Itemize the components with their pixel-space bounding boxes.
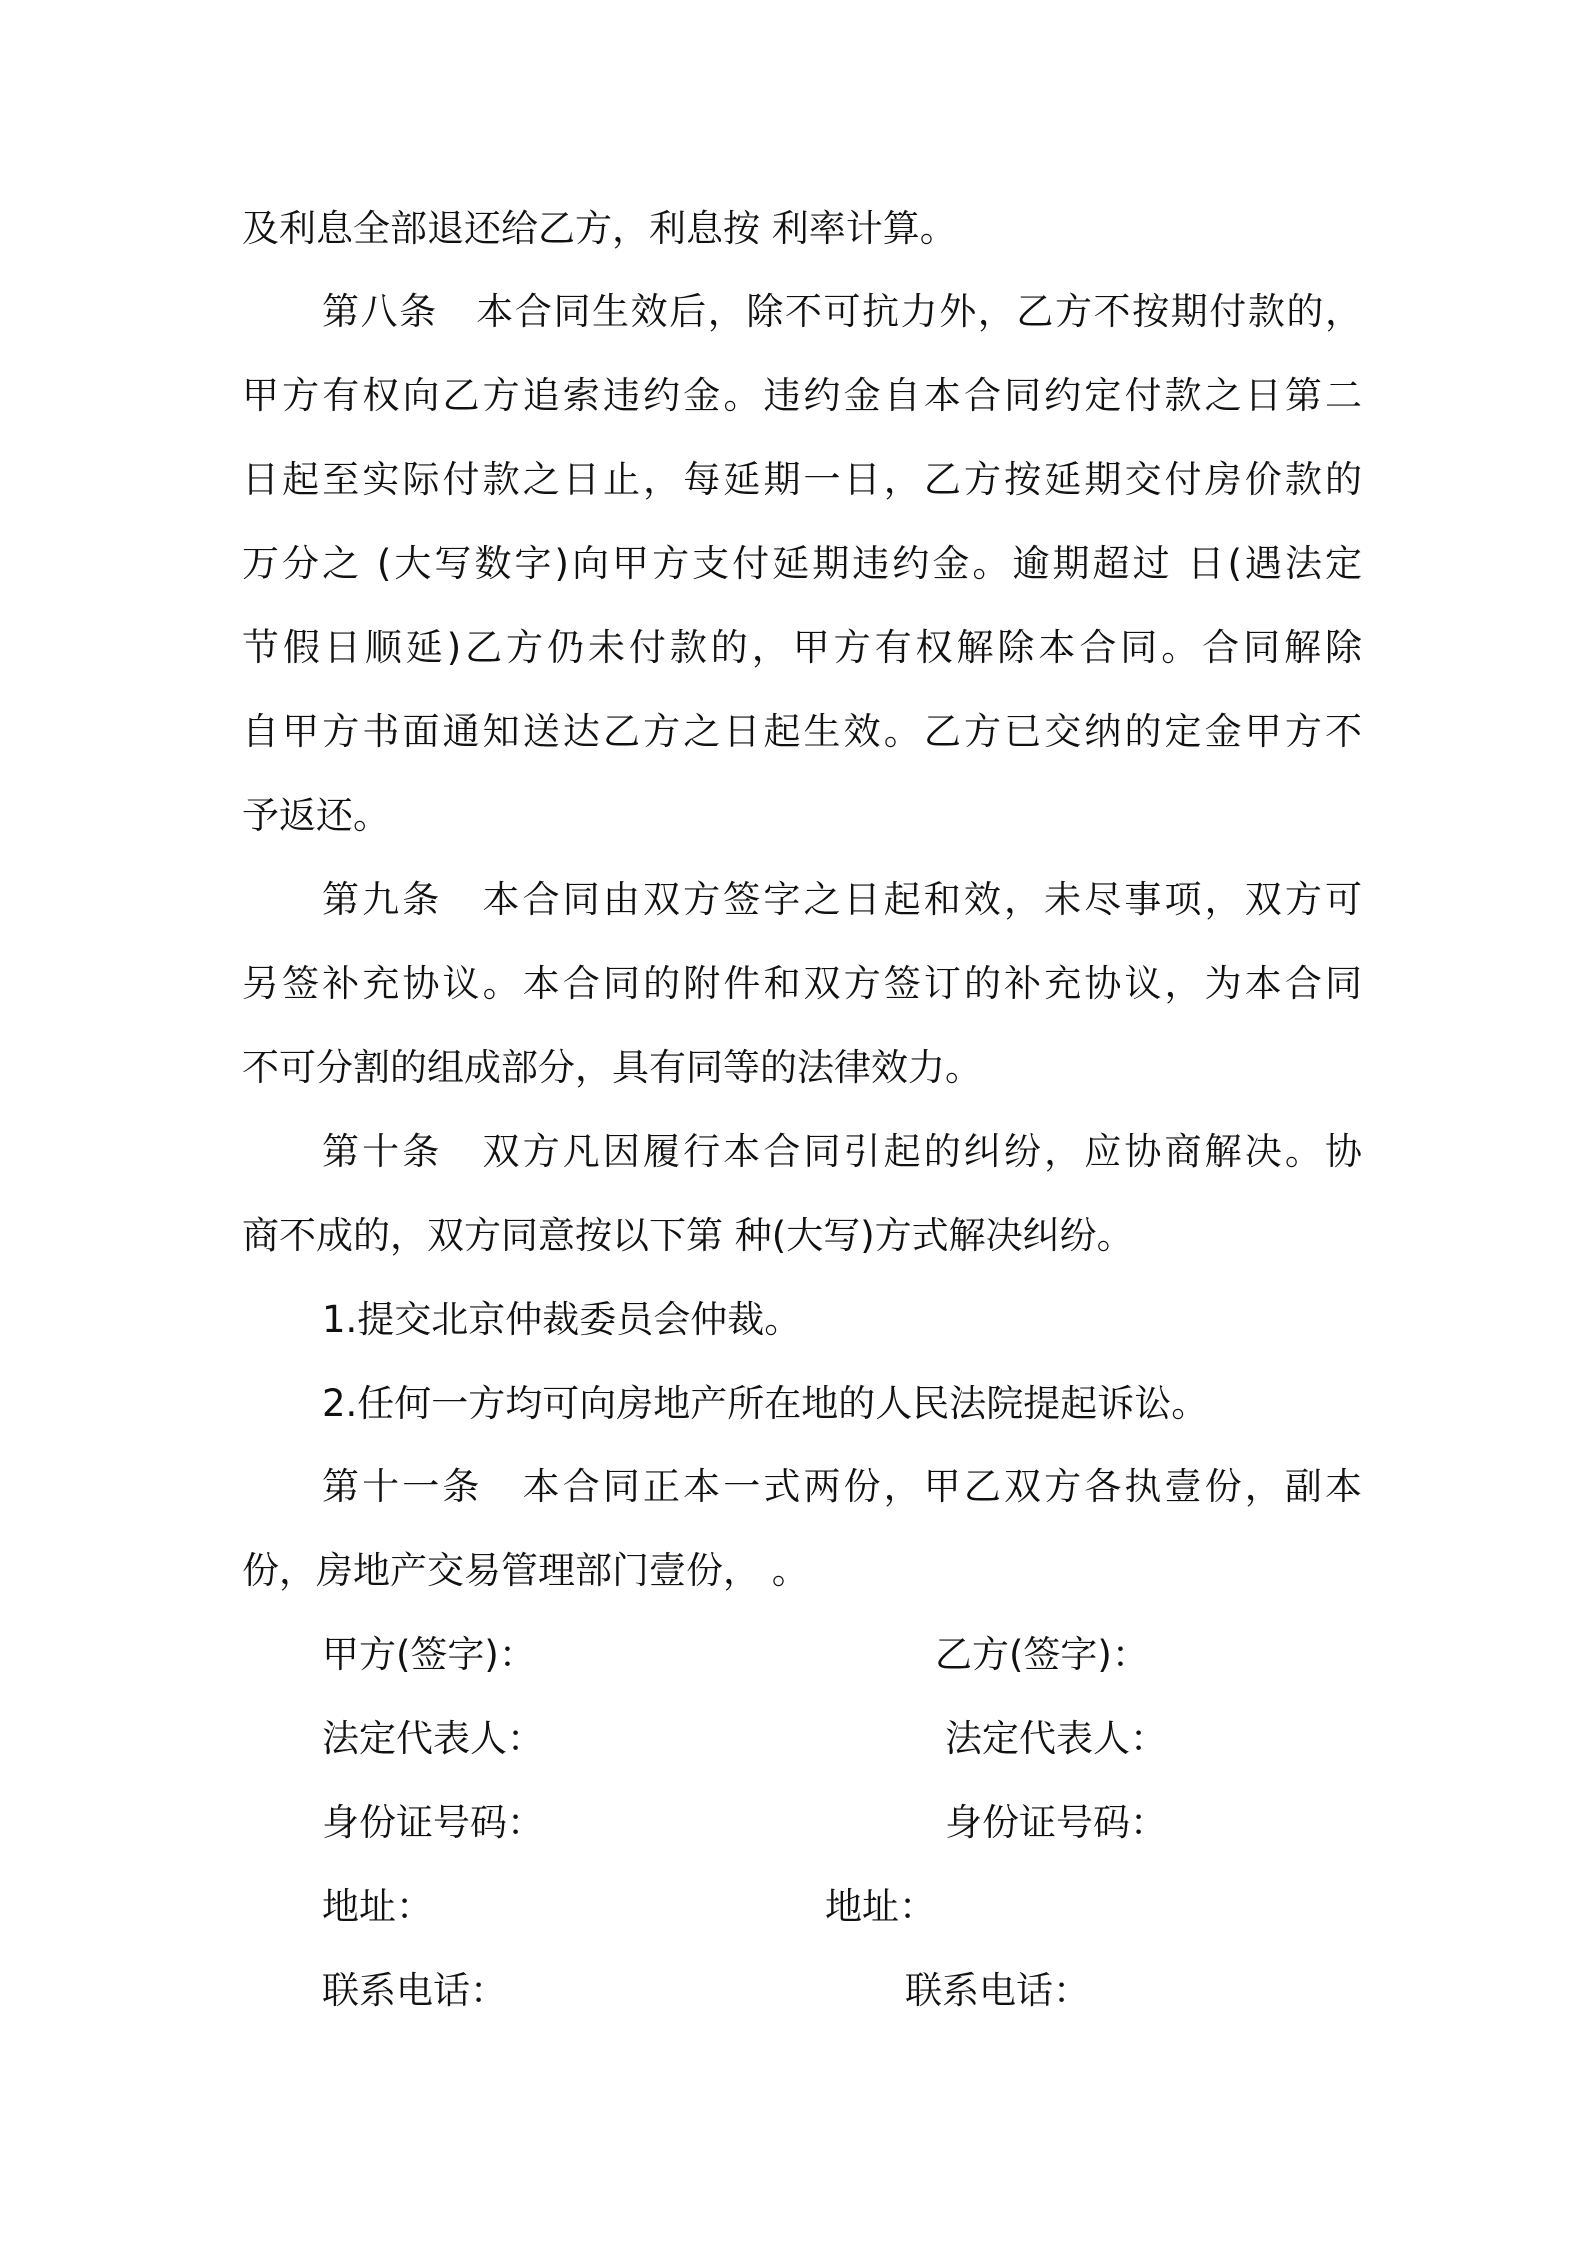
article-9-line-2: 另签补充协议。本合同的附件和双方签订的补充协议，为本合同 <box>242 962 1362 1005</box>
party-a-representative-label: 法定代表人： <box>322 1717 544 1760</box>
article-8-line-3: 日起至实际付款之日止，每延期一日，乙方按延期交付房价款的 <box>242 458 1362 501</box>
article-8-line-7: 予返还。 <box>242 794 390 837</box>
party-b-signature-label: 乙方(签字)： <box>935 1633 1149 1676</box>
article-9-heading-line: 第九条 本合同由双方签字之日起和效，未尽事项，双方可 <box>322 878 1362 921</box>
dispute-option-2: 2.任何一方均可向房地产所在地的人民法院提起诉讼。 <box>322 1382 1209 1425</box>
article-10-line-2: 商不成的，双方同意按以下第 种(大写)方式解决纠纷。 <box>242 1214 1134 1257</box>
party-b-representative-label: 法定代表人： <box>945 1717 1167 1760</box>
article-8-line-6: 自甲方书面通知送达乙方之日起生效。乙方已交纳的定金甲方不 <box>242 710 1362 753</box>
article-8-line-2: 甲方有权向乙方追索违约金。违约金自本合同约定付款之日第二 <box>242 374 1362 417</box>
article-8-line-4: 万分之 (大写数字)向甲方支付延期违约金。逾期超过 日(遇法定 <box>242 542 1362 585</box>
article-8-line-5: 节假日顺延)乙方仍未付款的，甲方有权解除本合同。合同解除 <box>242 626 1362 669</box>
article-8-heading-line: 第八条 本合同生效后，除不可抗力外，乙方不按期付款的， <box>322 290 1362 333</box>
article-11-line-2: 份，房地产交易管理部门壹份， 。 <box>242 1549 809 1592</box>
party-b-id-label: 身份证号码： <box>945 1801 1167 1844</box>
party-b-address-label: 地址： <box>825 1885 936 1928</box>
article-11-heading-line: 第十一条 本合同正本一式两份，甲乙双方各执壹份，副本 <box>322 1465 1362 1508</box>
text-line-1: 及利息全部退还给乙方，利息按 利率计算。 <box>242 207 957 250</box>
party-a-signature-label: 甲方(签字)： <box>322 1633 536 1676</box>
article-9-line-3: 不可分割的组成部分，具有同等的法律效力。 <box>242 1046 982 1089</box>
party-a-phone-label: 联系电话： <box>322 1969 507 2012</box>
article-10-heading-line: 第十条 双方凡因履行本合同引起的纠纷，应协商解决。协 <box>322 1130 1362 1173</box>
dispute-option-1: 1.提交北京仲裁委员会仲裁。 <box>322 1298 802 1341</box>
party-b-phone-label: 联系电话： <box>905 1969 1090 2012</box>
party-a-id-label: 身份证号码： <box>322 1801 544 1844</box>
party-a-address-label: 地址： <box>322 1885 433 1928</box>
